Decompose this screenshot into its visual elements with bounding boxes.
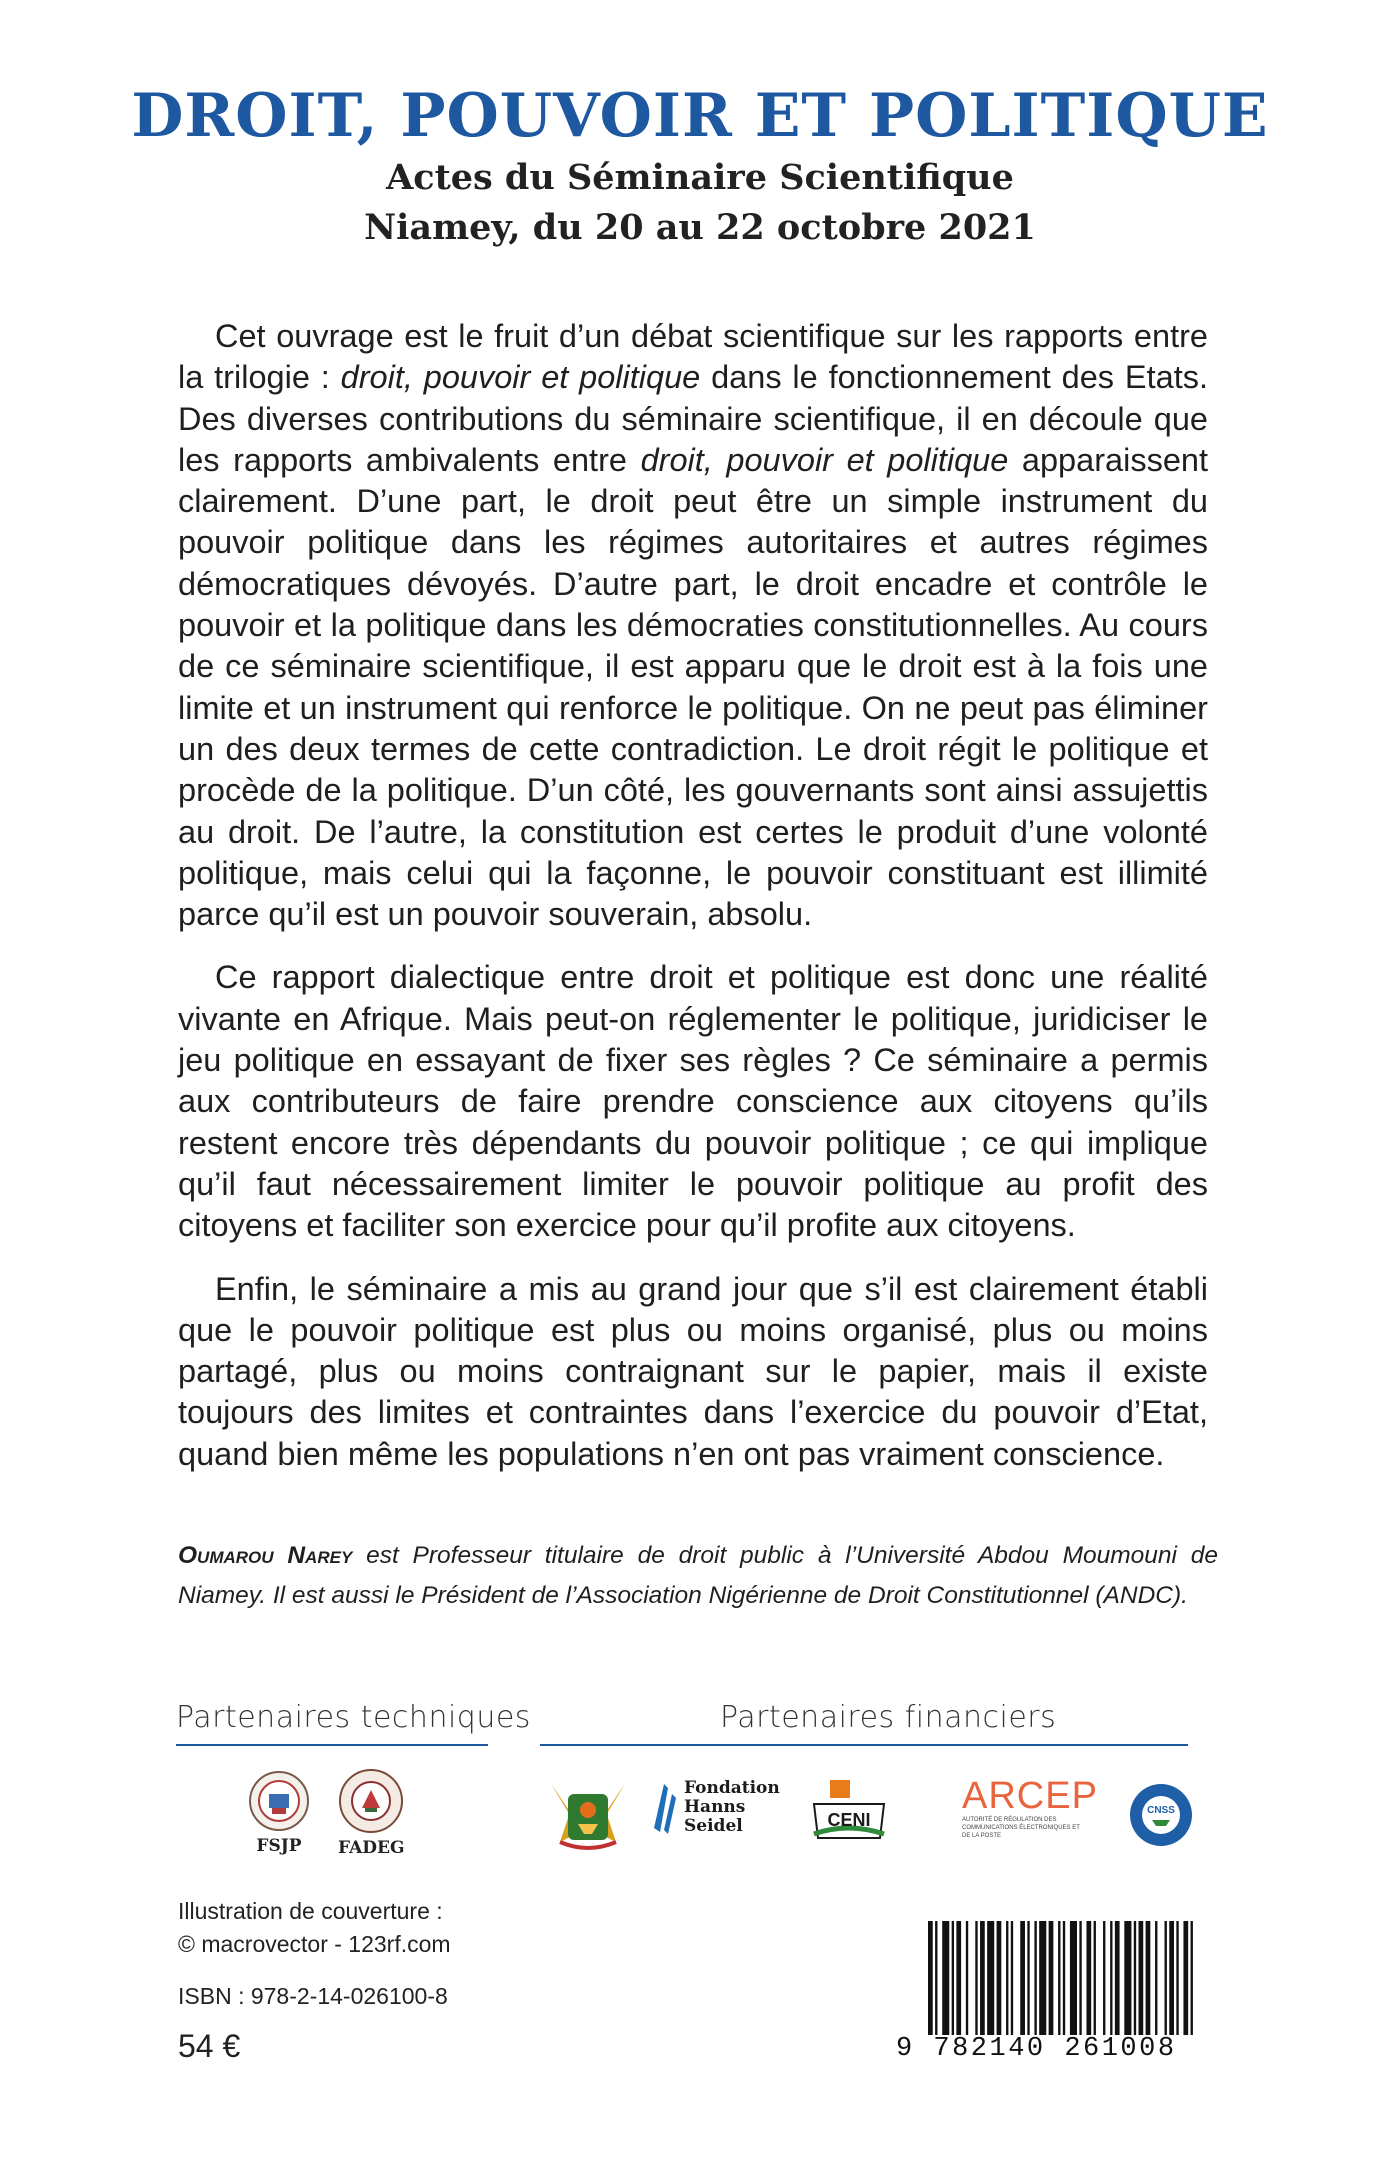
subtitle-line-2: Niamey, du 20 au 22 octobre 2021 bbox=[364, 207, 1036, 248]
technical-partners-rule bbox=[176, 1744, 488, 1746]
barcode-bar bbox=[1058, 1921, 1060, 2035]
barcode-bar bbox=[1110, 1921, 1112, 2035]
barcode-bar bbox=[942, 1921, 949, 2035]
barcode-bar bbox=[1079, 1921, 1081, 2035]
barcode-bar bbox=[1039, 1921, 1046, 2035]
barcode-bar bbox=[987, 1921, 994, 2035]
book-title: DROIT, POUVOIR ET POLITIQUE bbox=[131, 81, 1269, 151]
svg-text:CNSS: CNSS bbox=[1147, 1805, 1175, 1816]
author-bio: Oumarou Narey est Professeur titulaire de droit public à l’Université Abdou Moumouni de Niamey. Il est aussi le Président de l’Association Nigérienne de Droit Constitutionnel (ANDC). bbox=[178, 1542, 1218, 1609]
barcode-bar bbox=[966, 1921, 968, 2035]
isbn: ISBN : 978-2-14-026100-8 bbox=[178, 1983, 448, 2009]
barcode-bar bbox=[1124, 1921, 1131, 2035]
paragraph-3: Enfin, le séminaire a mis au grand jour que s’il est clairement établi que le pouvoir politique est plus ou moins organisé, plus ou moins partagé, plus ou moins contraignant sur le papier, mais il existe toujours des limites et contraintes dans l’exercice du pouvoir d’Etat, quand bien même les populations n’en ont pas vraiment conscience. bbox=[178, 1270, 1208, 1472]
barcode-bar bbox=[1191, 1921, 1193, 2035]
barcode-bar bbox=[1094, 1921, 1096, 2035]
svg-text:CENI: CENI bbox=[827, 1810, 871, 1830]
barcode-bar bbox=[1155, 1921, 1157, 2035]
barcode-bar bbox=[1049, 1921, 1054, 2035]
barcode-bar bbox=[1139, 1921, 1144, 2035]
barcode-bar bbox=[1146, 1921, 1151, 2035]
barcode-bar bbox=[1027, 1921, 1029, 2035]
isbn-barcode bbox=[928, 1921, 1200, 2035]
barcode-bar bbox=[975, 1921, 977, 2035]
cnss-seal-logo bbox=[1128, 1782, 1194, 1848]
barcode-bar bbox=[1169, 1921, 1174, 2035]
barcode-bar bbox=[1183, 1921, 1188, 2035]
barcode-bar bbox=[1134, 1921, 1136, 2035]
ceni-ballot-box-logo bbox=[808, 1776, 890, 1846]
financial-partners-rule bbox=[540, 1744, 1188, 1746]
cover-illustration-credit: Illustration de couverture : © macrovector - 123rf.com bbox=[178, 1898, 451, 1957]
university-seal-icon bbox=[338, 1768, 404, 1834]
paragraph-1: Cet ouvrage est le fruit d’un débat scientifique sur les rapports entre la trilogie : droit, pouvoir et politique dans le fonctionnement des Etats. Des diverses contributions du séminaire scientifique, il en découle que les rapports ambivalents entre droit, pouvoir et politique apparaissent clairement. D’une part, le droit peut être un simple instrument du pouvoir politique dans les régimes autoritaires et autres régimes démocratiques dévoyés. D’autre part, le droit encadre et contrôle le pouvoir et la politique dans les démocraties constitutionnelles. Au cours de ce séminaire scientifique, il est apparu que le droit est à la fois une limite et un instrument qui renforce le politique. On ne peut pas éliminer un des deux termes de cette contradiction. Le droit régit le politique et procède de la politique. D’un côté, les gouvernants sont ainsi assujettis au droit. De l’autre, la constitution est certes le produit d’une volonté politique, mais celui qui la façonne, le pouvoir constituant est illimité parce qu’il est un pouvoir souverain, absolu. bbox=[178, 318, 1209, 933]
niger-coat-of-arms bbox=[540, 1772, 636, 1854]
barcode-bar bbox=[1115, 1921, 1120, 2035]
barcode-bar bbox=[935, 1921, 937, 2035]
header bbox=[0, 80, 1400, 252]
hanns-seidel-mark-icon bbox=[650, 1778, 678, 1836]
barcode-bar bbox=[997, 1921, 1002, 2035]
barcode-bar bbox=[1176, 1921, 1178, 2035]
fadeg-logo: FADEG bbox=[338, 1768, 404, 1858]
university-seal-icon bbox=[248, 1770, 310, 1832]
back-cover-summary bbox=[178, 316, 1208, 1497]
barcode-bar bbox=[1086, 1921, 1091, 2035]
barcode-bar bbox=[1034, 1921, 1036, 2035]
barcode-bar bbox=[1006, 1921, 1008, 2035]
financial-partners-heading: Partenaires financiers bbox=[720, 1700, 1057, 1735]
price: 54 € bbox=[178, 2028, 241, 2064]
barcode-bar bbox=[928, 1921, 933, 2035]
author-name: Oumarou Narey bbox=[178, 1542, 353, 1569]
barcode-digits: 9 782140 261008 bbox=[896, 2034, 1177, 2064]
arcep-logo: ARCEP AUTORITÉ DE RÉGULATION DES COMMUNICATIONS ÉLECTRONIQUES ET DE LA POSTE bbox=[962, 1775, 1098, 1839]
fsjp-logo: FSJP bbox=[248, 1770, 310, 1856]
ceni-logo bbox=[808, 1776, 890, 1846]
barcode-bar bbox=[980, 1921, 985, 2035]
barcode-bar bbox=[1020, 1921, 1025, 2035]
niger-coat-of-arms-icon bbox=[540, 1772, 636, 1854]
barcode-bar bbox=[956, 1921, 961, 2035]
barcode-bar bbox=[1165, 1921, 1167, 2035]
technical-partners-heading: Partenaires techniques bbox=[176, 1700, 531, 1735]
paragraph-2: Ce rapport dialectique entre droit et politique est donc une réalité vivante en Afrique. Mais peut-on réglementer le politique, juridiciser le jeu politique en essayant de fixer ses règles ? Ce séminaire a permis aux contributeurs de faire prendre conscience aux citoyens qu’ils restent encore très dépendants du pouvoir politique ; ce qui implique qu’il faut nécessairement limiter le pouvoir politique au profit des citoyens et faciliter son exercice pour qu’il profite aux citoyens. bbox=[178, 959, 1208, 1244]
cnss-logo bbox=[1128, 1782, 1194, 1848]
fondation-hanns-seidel-logo: Fondation Hanns Seidel bbox=[650, 1778, 780, 1836]
barcode-bar bbox=[1103, 1921, 1105, 2035]
barcode-bar bbox=[1070, 1921, 1077, 2035]
barcode-bar bbox=[1063, 1921, 1065, 2035]
barcode-bar bbox=[952, 1921, 954, 2035]
subtitle-line-1: Actes du Séminaire Scientifique bbox=[386, 157, 1014, 198]
barcode-bar bbox=[1011, 1921, 1013, 2035]
